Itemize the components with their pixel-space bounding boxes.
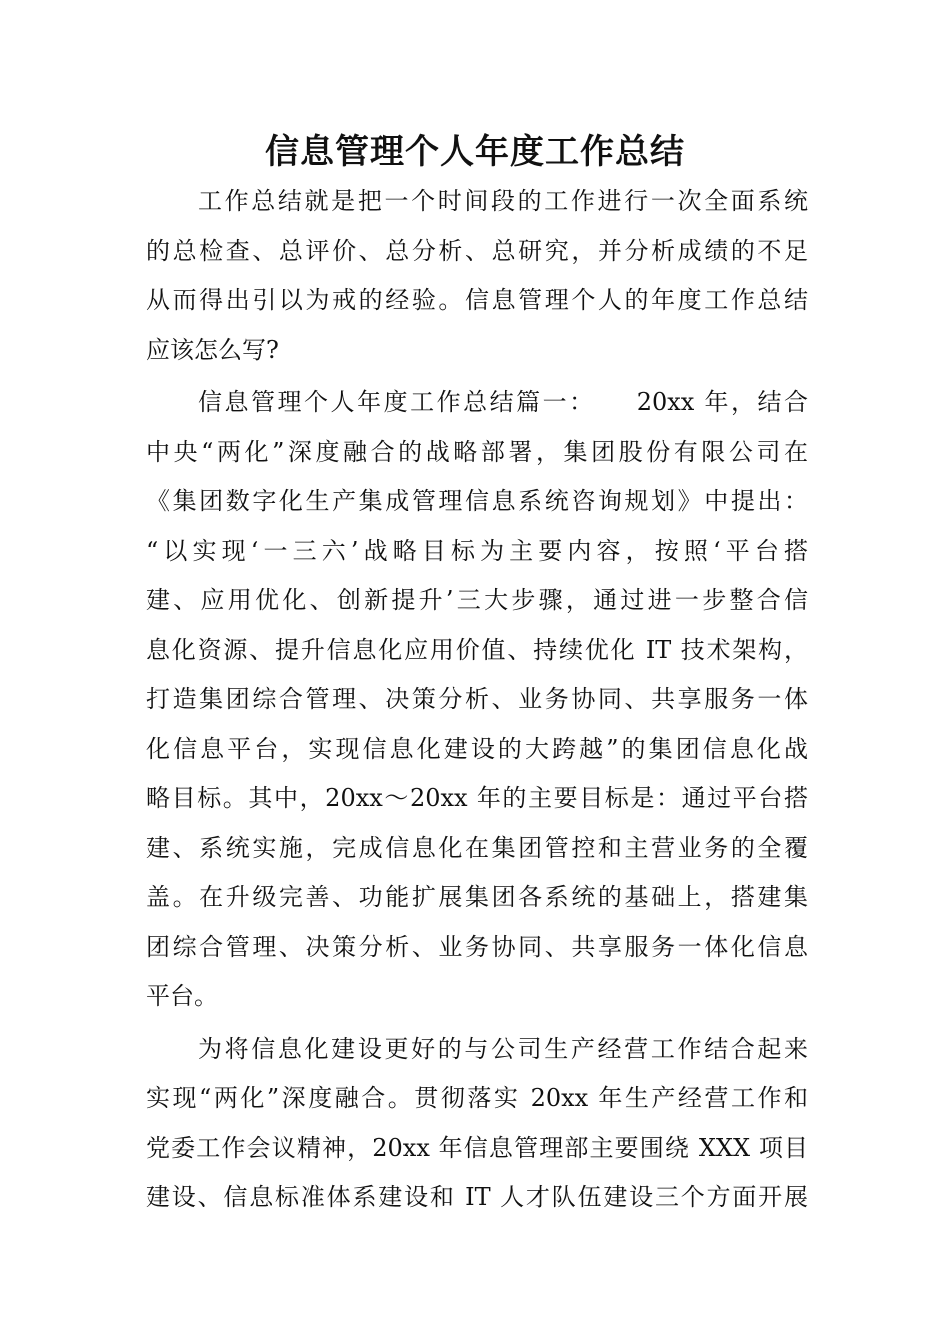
paragraph-line: 的总检查、总评价、总分析、总研究，并分析成绩的不足 [146,236,808,265]
paragraph-line: 建、应用优化、创新提升’三大步骤，通过进一步整合信 [146,586,808,614]
paragraph-line: 建、系统实施，完成信息化在集团管控和主营业务的全覆 [146,833,808,862]
paragraph-3 [146,1025,808,1223]
paragraph-line: 中央“两化”深度融合的战略部署，集团股份有限公司在 [146,437,808,466]
paragraph-line: 为将信息化建设更好的与公司生产经营工作结合起来 [198,1034,808,1063]
paragraph-line: 工作总结就是把一个时间段的工作进行一次全面系统 [198,187,808,215]
paragraph-line: 从而得出引以为戒的经验。信息管理个人的年度工作总结 [146,286,808,314]
paragraph-line: 应该怎么写? [146,335,279,364]
paragraph-1 [146,177,808,375]
paragraph-line: 化信息平台，实现信息化建设的大跨越”的集团信息化战 [146,734,808,763]
paragraph-line: 盖。在升级完善、功能扩展集团各系统的基础上，搭建集 [146,883,808,911]
paragraph-line: 息化资源、提升信息化应用价值、持续优化 IT 技术架构， [146,635,808,664]
paragraph-line: 略目标。其中，20xx～20xx 年的主要目标是：通过平台搭 [146,784,808,812]
paragraph-line: “以实现‘一三六’战略目标为主要内容，按照‘平台搭 [146,536,808,565]
paragraph-line: 打造集团综合管理、决策分析、业务协同、共享服务一体 [146,685,808,713]
paragraph-line: 党委工作会议精神，20xx 年信息管理部主要围绕 XXX 项目 [146,1133,808,1162]
document-body [146,177,808,1223]
paragraph-line: 《集团数字化生产集成管理信息系统咨询规划》中提出： [146,487,808,515]
paragraph-line: 信息管理个人年度工作总结篇一： 20xx 年，结合 [198,388,808,416]
paragraph-line: 团综合管理、决策分析、业务协同、共享服务一体化信息 [146,932,808,961]
paragraph-2 [146,378,808,1022]
paragraph-line: 实现“两化”深度融合。贯彻落实 20xx 年生产经营工作和 [146,1084,808,1112]
paragraph-line: 建设、信息标准体系建设和 IT 人才队伍建设三个方面开展 [146,1183,808,1211]
paragraph-line: 平台。 [146,982,218,1010]
document-title: 信息管理个人年度工作总结 [265,132,685,172]
